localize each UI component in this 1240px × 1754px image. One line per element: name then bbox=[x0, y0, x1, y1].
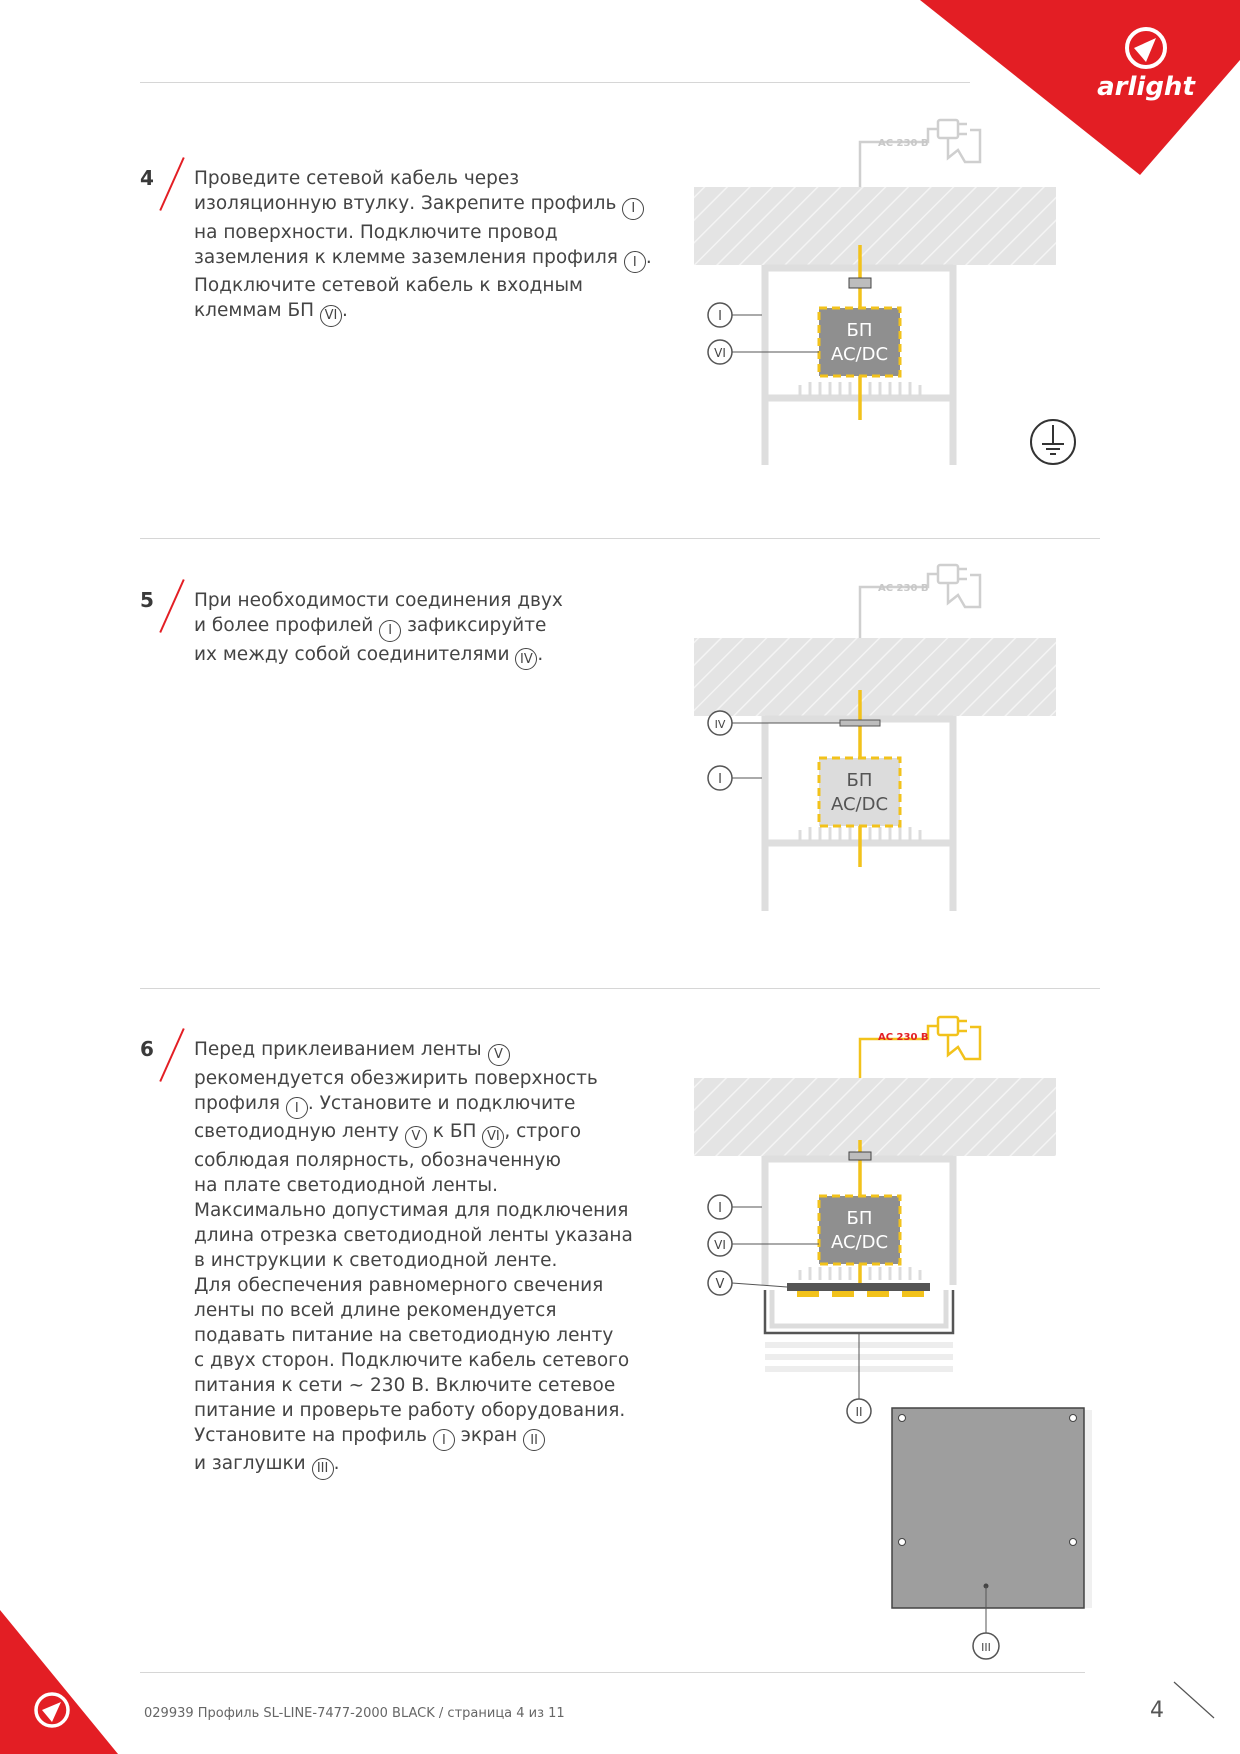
text-fragment: в инструкции к светодиодной ленте. bbox=[194, 1249, 558, 1271]
svg-text:IV: IV bbox=[714, 718, 726, 731]
svg-text:III: III bbox=[981, 1641, 991, 1654]
text-line bbox=[194, 588, 634, 613]
text-fragment: Подключите сетевой кабель к входным bbox=[194, 275, 584, 296]
svg-text:I: I bbox=[718, 309, 722, 324]
text-line bbox=[194, 191, 634, 220]
text-line bbox=[194, 166, 634, 191]
psu-label-2: AC/DC bbox=[830, 344, 889, 365]
text-fragment: заземления к клемме заземления профиля bbox=[194, 246, 624, 268]
brand-corner-bottom bbox=[0, 1610, 130, 1754]
text-fragment: . bbox=[341, 300, 348, 321]
text-fragment: экран bbox=[454, 1424, 524, 1446]
svg-text:VI: VI bbox=[714, 346, 726, 360]
bushing bbox=[849, 278, 871, 288]
roman-reference-marker: IV bbox=[515, 648, 537, 670]
roman-reference-marker: III bbox=[312, 1458, 334, 1480]
text-fragment: . Установите и подключите bbox=[307, 1092, 576, 1114]
svg-text:II: II bbox=[855, 1405, 863, 1419]
text-fragment: ленты по всей длине рекомендуется bbox=[194, 1299, 557, 1321]
roman-reference-marker: VI bbox=[482, 1126, 504, 1148]
text-fragment: Для обеспечения равномерного свечения bbox=[194, 1274, 604, 1296]
text-line bbox=[194, 1148, 634, 1173]
connector bbox=[840, 720, 880, 726]
diagram-step-4 bbox=[690, 110, 1090, 480]
callout-I bbox=[708, 766, 762, 790]
text-line bbox=[194, 1273, 634, 1298]
text-line bbox=[194, 613, 634, 642]
text-fragment: питания к сети ~ 230 В. Включите сетевое bbox=[194, 1374, 616, 1396]
text-fragment: Проведите сетевой кабель через bbox=[194, 168, 520, 189]
text-fragment: Максимально допустимая для подключения bbox=[194, 1199, 629, 1221]
text-fragment: и заглушки bbox=[194, 1453, 312, 1474]
text-fragment: , строго bbox=[504, 1121, 582, 1142]
svg-text:VI: VI bbox=[714, 1238, 726, 1252]
text-fragment: длина отрезка светодиодной ленты указана bbox=[194, 1224, 633, 1246]
text-line bbox=[194, 1066, 634, 1091]
text-line bbox=[194, 1423, 634, 1452]
ground-symbol-icon bbox=[1031, 420, 1075, 464]
text-fragment: с двух сторон. Подключите кабель сетевого bbox=[194, 1349, 630, 1371]
roman-reference-marker: V bbox=[488, 1044, 510, 1066]
callout-V bbox=[708, 1271, 787, 1295]
roman-reference-marker: V bbox=[405, 1126, 427, 1148]
end-caps bbox=[892, 1408, 1092, 1608]
text-fragment: рекомендуется обезжирить поверхность bbox=[194, 1067, 598, 1089]
separator-step5 bbox=[140, 538, 1100, 539]
text-fragment: светодиодную ленту bbox=[194, 1121, 405, 1142]
page-number: 4 bbox=[1150, 1698, 1164, 1723]
diagram-step-6 bbox=[690, 1000, 1140, 1660]
ceiling bbox=[694, 638, 1056, 716]
text-fragment: изоляционную втулку. Закрепите профиль bbox=[194, 193, 623, 214]
separator-top bbox=[140, 82, 970, 83]
footer-text: 029939 Профиль SL-LINE-7477-2000 BLACK / страница 4 из 11 bbox=[144, 1706, 565, 1721]
text-fragment: Перед приклеиванием ленты bbox=[194, 1039, 488, 1060]
text-line bbox=[194, 1398, 634, 1423]
brand-corner-bottom-triangle bbox=[0, 1610, 118, 1754]
step-6-number: 6 bbox=[140, 1037, 154, 1061]
text-fragment: их между собой соединителями bbox=[194, 643, 516, 665]
roman-reference-marker: VI bbox=[320, 305, 342, 327]
text-line bbox=[194, 1119, 634, 1148]
text-line bbox=[194, 273, 634, 298]
text-line bbox=[194, 1248, 634, 1273]
step-4-number: 4 bbox=[140, 166, 154, 190]
psu-box bbox=[819, 308, 900, 376]
text-fragment: к БП bbox=[426, 1121, 483, 1142]
text-line bbox=[194, 1323, 634, 1348]
psu-box bbox=[819, 1196, 900, 1264]
text-fragment: . bbox=[537, 643, 544, 665]
text-line bbox=[194, 1091, 634, 1120]
text-line bbox=[194, 298, 634, 327]
callout-I bbox=[708, 1195, 762, 1219]
ac-label: AC 230 B bbox=[878, 1032, 929, 1043]
led-strip bbox=[787, 1283, 930, 1297]
ac-label: AC 230 B bbox=[878, 138, 929, 149]
svg-text:I: I bbox=[718, 772, 722, 787]
step-6-slash bbox=[159, 1028, 184, 1082]
text-fragment: профиля bbox=[194, 1092, 286, 1114]
psu-label-1: БП bbox=[846, 320, 873, 341]
text-line bbox=[194, 245, 652, 274]
text-fragment: питание и проверьте работу оборудования. bbox=[194, 1399, 626, 1421]
svg-text:I: I bbox=[718, 1201, 722, 1216]
separator-step6 bbox=[140, 988, 1100, 989]
psu-label-2: AC/DC bbox=[830, 794, 889, 815]
roman-reference-marker: I bbox=[433, 1429, 455, 1451]
text-line bbox=[194, 1173, 634, 1198]
text-line bbox=[194, 1037, 634, 1066]
text-line bbox=[194, 642, 634, 671]
step-4-slash bbox=[159, 157, 184, 211]
svg-text:V: V bbox=[715, 1277, 725, 1292]
psu-label-1: БП bbox=[846, 770, 873, 791]
psu-label-2: AC/DC bbox=[830, 1232, 889, 1253]
logo-text: arlight bbox=[1097, 72, 1195, 102]
step-5-number: 5 bbox=[140, 588, 154, 612]
text-line bbox=[194, 1198, 634, 1223]
roman-reference-marker: I bbox=[624, 251, 646, 273]
text-fragment: зафиксируйте bbox=[401, 615, 547, 636]
text-fragment: . bbox=[333, 1453, 340, 1474]
roman-reference-marker: I bbox=[379, 620, 401, 642]
separator-footer bbox=[140, 1672, 1085, 1673]
text-fragment: При необходимости соединения двух bbox=[194, 590, 563, 611]
diagram-step-5 bbox=[690, 555, 1090, 925]
bushing bbox=[849, 1152, 871, 1160]
text-line bbox=[194, 1298, 634, 1323]
text-line bbox=[194, 1373, 634, 1398]
page-corner-line bbox=[1172, 1680, 1222, 1720]
text-fragment: и более профилей bbox=[194, 615, 380, 636]
step-4-text bbox=[194, 166, 652, 327]
text-fragment: Установите на профиль bbox=[194, 1424, 433, 1446]
roman-reference-marker: II bbox=[523, 1429, 545, 1451]
ceiling bbox=[694, 1078, 1056, 1156]
ceiling bbox=[694, 187, 1056, 265]
step-6-text bbox=[194, 1037, 634, 1480]
ac-label: AC 230 B bbox=[878, 583, 929, 594]
text-line bbox=[194, 1451, 634, 1480]
callout-I bbox=[708, 303, 762, 327]
text-line bbox=[194, 1348, 634, 1373]
text-line bbox=[194, 220, 634, 245]
roman-reference-marker: I bbox=[286, 1097, 308, 1119]
text-fragment: подавать питание на светодиодную ленту bbox=[194, 1324, 614, 1346]
psu-label-1: БП bbox=[846, 1208, 873, 1229]
psu-box bbox=[819, 758, 900, 826]
text-line bbox=[194, 1223, 634, 1248]
text-fragment: . bbox=[645, 246, 652, 268]
text-fragment: на плате светодиодной ленты. bbox=[194, 1174, 498, 1196]
step-5-text bbox=[194, 588, 634, 670]
text-fragment: соблюдая полярность, обозначенную bbox=[194, 1149, 561, 1171]
roman-reference-marker: I bbox=[622, 198, 644, 220]
step-5-slash bbox=[159, 579, 184, 633]
text-fragment: клеммам БП bbox=[194, 300, 320, 321]
text-fragment: на поверхности. Подключите провод bbox=[194, 221, 558, 243]
